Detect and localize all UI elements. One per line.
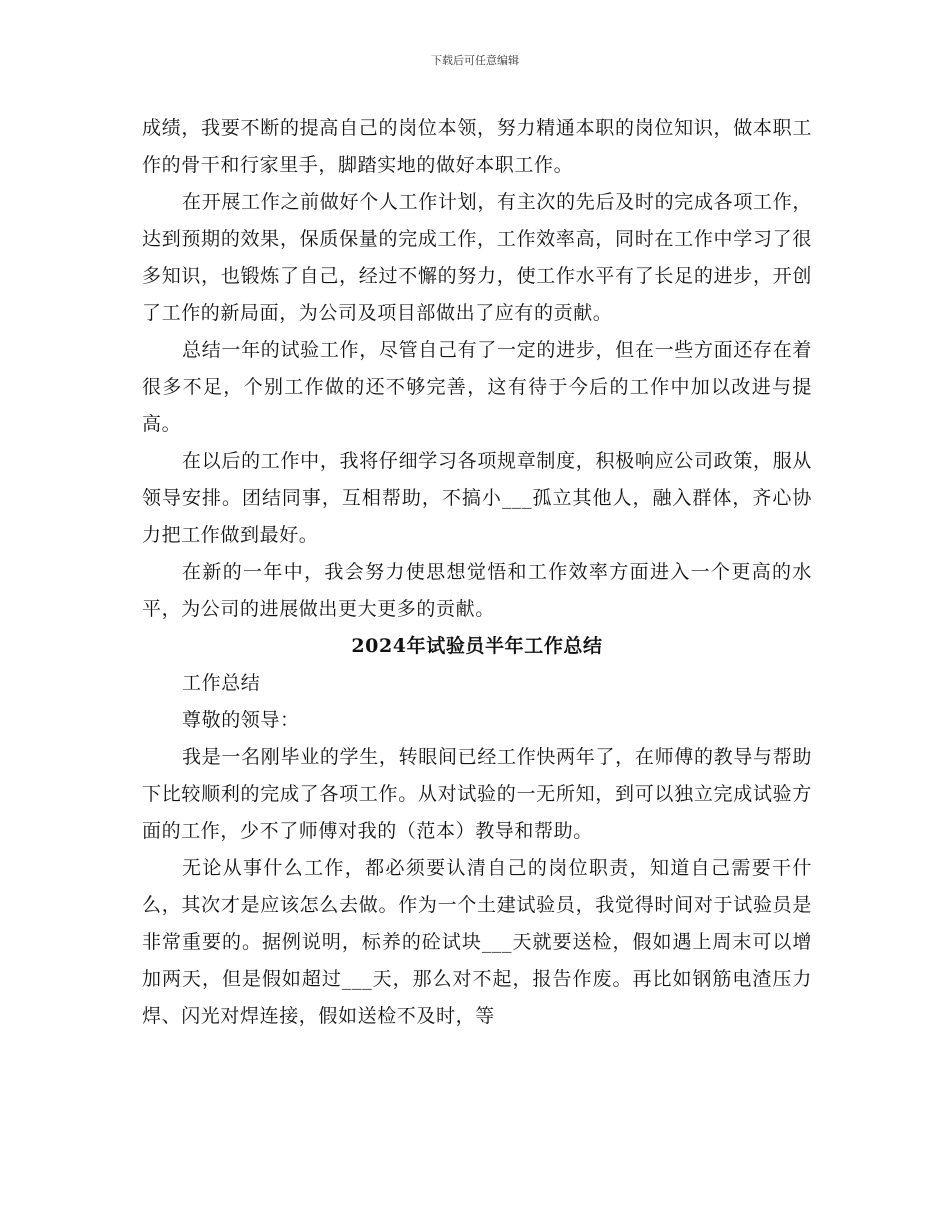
section-title: 2024年试验员半年工作总结 (351, 635, 603, 657)
paragraph: 在以后的工作中，我将仔细学习各项规章制度，积极响应公司政策，服从领导安排。团结同事，互相帮助，不搞小___孤立其他人，融入群体，齐心协力把工作做到最好。 (142, 450, 812, 546)
paragraph-continued: 成绩，我要不断的提高自己的岗位本领，努力精通本职的岗位知识，做本职工作的骨干和行家里手，脚踏实地的做好本职工作。 (142, 117, 812, 176)
paragraph: 总结一年的试验工作，尽管自己有了一定的进步，但在一些方面还存在着很多不足，个别工作做的还不够完善，这有待于今后的工作中加以改进与提高。 (142, 339, 812, 435)
paragraph: 在新的一年中，我会努力使思想觉悟和工作效率方面进入一个更高的水平，为公司的进展做出更大更多的贡献。 (142, 561, 812, 620)
section-label: 工作总结 (182, 672, 261, 694)
paragraph: 我是一名刚毕业的学生，转眼间已经工作快两年了，在师傅的教导与帮助下比较顺利的完成了各项工作。从对试验的一无所知，到可以独立完成试验方面的工作，少不了师傅对我的（范本）教导和帮助。 (142, 746, 812, 842)
page-header-note: 下载后可任意编辑 (431, 54, 519, 67)
salutation: 尊敬的领导： (182, 709, 300, 731)
paragraph: 无论从事什么工作，都必须要认清自己的岗位职责，知道自己需要干什么，其次才是应该怎么去做。作为一个土建试验员，我觉得时间对于试验员是非常重要的。据例说明，标养的砼试块___天就要送检，假如遇上周末可以增加两天，但是假如超过___天，那么对不起，报告作废。再比如钢筋电渣压力焊、闪光对焊连接，假如送检不及时，等 (142, 857, 812, 1027)
paragraph: 在开展工作之前做好个人工作计划，有主次的先后及时的完成各项工作，达到预期的效果，保质保量的完成工作，工作效率高，同时在工作中学习了很多知识，也锻炼了自己，经过不懈的努力，使工作水平有了长足的进步，开创了工作的新局面，为公司及项目部做出了应有的贡献。 (142, 191, 812, 324)
document-body (142, 110, 812, 1035)
